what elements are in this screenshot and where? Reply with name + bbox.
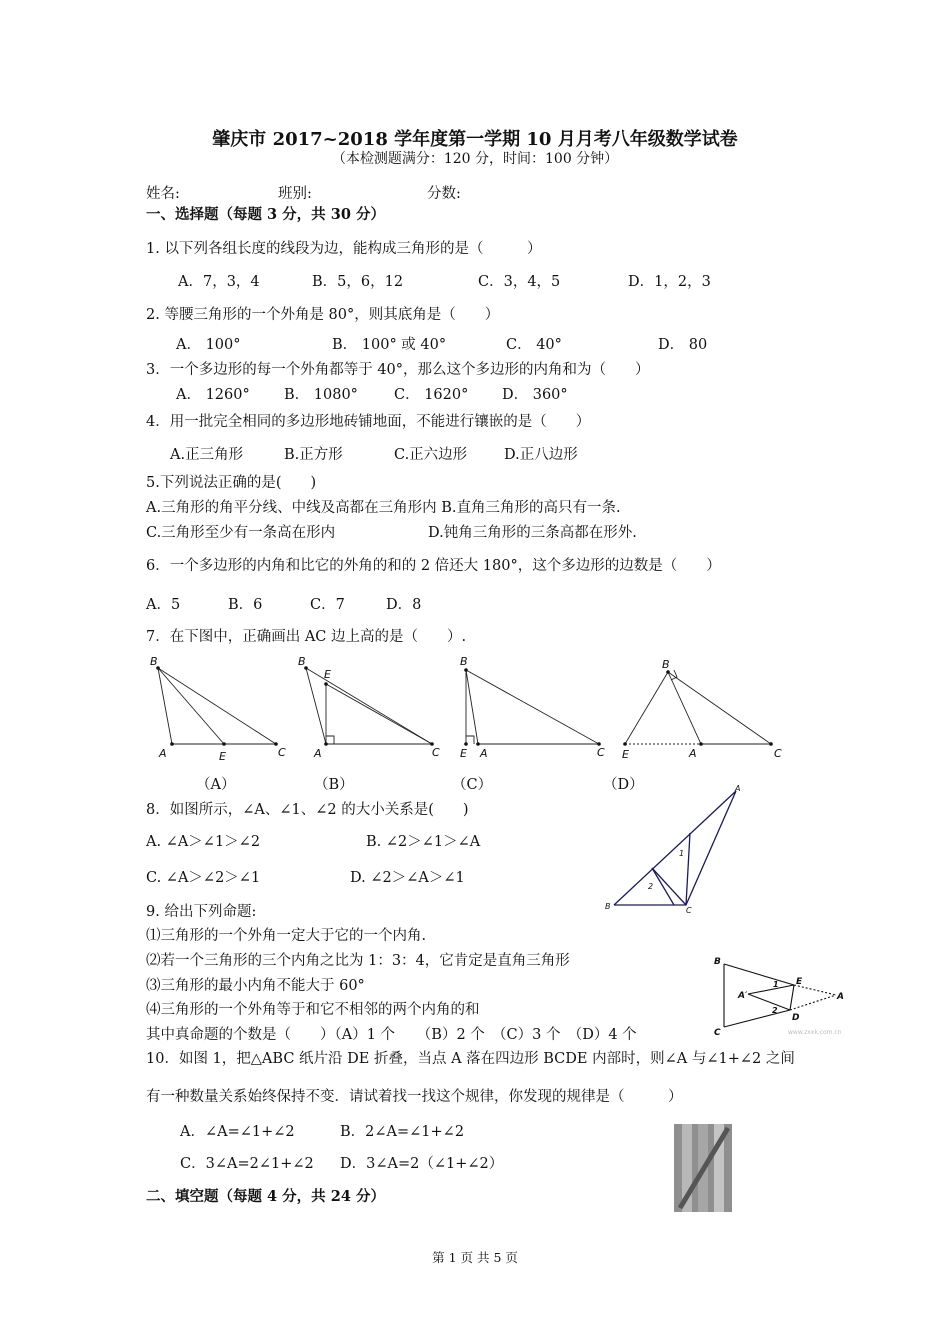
q8-label-2: 2 (648, 882, 654, 891)
q10-stem-line2: 有一种数量关系始终保持不变．请试着找一找这个规律，你发现的规律是（ ） (146, 1089, 683, 1105)
q10-label-1: 1 (773, 980, 779, 989)
section1-heading: 一、选择题（每题 3 分，共 30 分） (146, 206, 385, 223)
q8-option-a: A. ∠A＞∠1＞∠2 (146, 834, 261, 850)
q7b-label-c: C (432, 746, 440, 759)
q7c-label-b: B (460, 655, 468, 668)
q7d-triangle (668, 672, 771, 744)
q2-option-d: D． 80 (658, 337, 708, 353)
q7c-triangle (466, 670, 599, 744)
score-label: 分数: (427, 186, 461, 202)
strips-figure (674, 1124, 734, 1214)
q7-caption-c: （C） (452, 777, 493, 793)
q6-stem: 6．一个多边形的内角和比它的外角的和的 2 倍还大 180°，这个多边形的边数是（ ） (146, 558, 721, 574)
q2-option-b: B． 100° 或 40° (332, 337, 447, 353)
q7b-label-a: A (314, 747, 322, 760)
q10-label-b: B (714, 957, 721, 967)
page-footer: 第 1 页 共 5 页 (432, 1250, 518, 1265)
q10-option-b: B．2∠A=∠1+∠2 (340, 1124, 465, 1140)
q7d-label-e: E (622, 748, 629, 761)
q3-option-b: B． 1080° (284, 387, 358, 403)
q10-label-e: E (796, 977, 803, 987)
q7b-segment-e (326, 684, 432, 744)
q10-option-a: A．∠A=∠1+∠2 (180, 1124, 295, 1140)
q10-stem-line1: 10．如图 1，把△ABC 纸片沿 DE 折叠，当点 A 落在四边形 BCDE 内部时，则∠A 与∠1+∠2 之间 (146, 1051, 795, 1067)
q1-stem: 1. 以下列各组长度的线段为边，能构成三角形的是（ ） (146, 241, 542, 257)
q7-stem: 7．在下图中，正确画出 AC 边上高的是（ ）. (146, 629, 467, 645)
q2-stem: 2. 等腰三角形的一个外角是 80°，则其底角是（ ） (146, 307, 500, 323)
q5-option-c: C.三角形至少有一条高在形内 (146, 525, 336, 541)
q8-option-b: B. ∠2＞∠1＞∠A (366, 834, 481, 850)
q8-label-a: A (735, 784, 741, 793)
q4-option-c: C.正六边形 (394, 447, 468, 463)
q6-option-a: A．5 (146, 597, 181, 613)
q7-caption-b: （B） (314, 777, 354, 793)
q1-option-c: C．3，4，5 (478, 274, 561, 290)
q9-final: 其中真命题的个数是（ ）（A）1 个 （B）2 个 （C）3 个 （D）4 个 (146, 1027, 637, 1043)
q7b-label-b: B (298, 655, 306, 668)
q6-option-d: D．8 (386, 597, 422, 613)
class-label: 班别: (278, 186, 312, 202)
q1-option-a: A．7，3，4 (178, 274, 260, 290)
q10-label-c: C (714, 1028, 721, 1038)
q7-figures (0, 650, 950, 790)
page-subtitle: （本检测题满分：120 分，时间：100 分钟） (331, 151, 619, 167)
q7a-segment-be (158, 668, 224, 744)
q4-option-b: B.正方形 (284, 447, 343, 463)
q8-label-b: B (605, 902, 611, 911)
q10-watermark: www.zxxk.com.cn (788, 1029, 842, 1036)
q8-option-c: C. ∠A＞∠2＞∠1 (146, 870, 261, 886)
q7a-label-c: C (278, 746, 286, 759)
q9-item-3: ⑶三角形的最小内角不能大于 60° (146, 978, 365, 994)
q6-option-c: C．7 (310, 597, 345, 613)
q7c-label-a: A (480, 747, 488, 760)
q7d-label-b: B (662, 658, 670, 671)
q10-label-d: D (792, 1013, 800, 1023)
q4-option-a: A.正三角形 (170, 447, 244, 463)
q5-stem: 5.下列说法正确的是( ) (146, 475, 317, 491)
q7a-label-b: B (150, 655, 158, 668)
q7a-label-e: E (219, 750, 226, 763)
q10-figure (708, 952, 848, 1052)
name-label: 姓名: (146, 186, 180, 202)
q8-label-1: 1 (679, 849, 685, 858)
q10-label-a: A (837, 992, 844, 1002)
q9-item-2: ⑵若一个三角形的三个内角之比为 1：3：4，它肯定是直角三角形 (146, 953, 570, 969)
q2-option-a: A． 100° (176, 337, 241, 353)
q7a-label-a: A (159, 747, 167, 760)
q1-option-d: D．1，2，3 (628, 274, 711, 290)
page-title: 肇庆市 2017~2018 学年度第一学期 10 月月考八年级数学试卷 (212, 129, 738, 150)
q7d-height (625, 672, 668, 744)
q3-option-d: D． 360° (502, 387, 568, 403)
q6-option-b: B．6 (228, 597, 263, 613)
q8-stem: 8．如图所示，∠A、∠1、∠2 的大小关系是( ) (146, 802, 469, 818)
q2-option-c: C． 40° (506, 337, 562, 353)
q10-label-2: 2 (772, 1006, 778, 1015)
q3-option-a: A． 1260° (176, 387, 250, 403)
q3-stem: 3．一个多边形的每一个外角都等于 40°，那么这个多边形的内角和为（ ） (146, 362, 650, 378)
q7-caption-d: （D） (603, 777, 644, 793)
q10-label-a-prime: A′ (738, 991, 748, 1001)
q9-stem: 9. 给出下列命题: (146, 904, 257, 920)
q9-item-4: ⑷三角形的一个外角等于和它不相邻的两个内角的和 (146, 1002, 480, 1018)
q8-label-c: C (686, 906, 692, 915)
q9-item-1: ⑴三角形的一个外角一定大于它的一个内角. (146, 928, 427, 944)
q4-option-d: D.正八边形 (504, 447, 578, 463)
q7b-label-e: E (324, 668, 331, 681)
q4-stem: 4．用一批完全相同的多边形地砖铺地面，不能进行镶嵌的是（ ） (146, 414, 591, 430)
q7d-label-c: C (774, 747, 782, 760)
q5-option-d: D.钝角三角形的三条高都在形外. (428, 525, 637, 541)
q10-option-c: C．3∠A=2∠1+∠2 (180, 1156, 314, 1172)
q7a-triangle (158, 668, 276, 744)
q7c-label-e: E (460, 747, 467, 760)
q7d-label-a: A (689, 747, 697, 760)
q1-option-b: B．5，6，12 (312, 274, 404, 290)
q8-option-d: D. ∠2＞∠A＞∠1 (350, 870, 465, 886)
q10-option-d: D．3∠A=2（∠1+∠2） (340, 1156, 504, 1172)
q7-caption-a: （A） (196, 777, 236, 793)
q5-options-line1: A.三角形的角平分线、中线及高都在三角形内 B.直角三角形的高只有一条. (146, 500, 621, 516)
q7c-label-c: C (597, 746, 605, 759)
q8-figure (600, 785, 760, 915)
section2-heading: 二、填空题（每题 4 分，共 24 分） (146, 1188, 385, 1205)
q3-option-c: C． 1620° (394, 387, 469, 403)
